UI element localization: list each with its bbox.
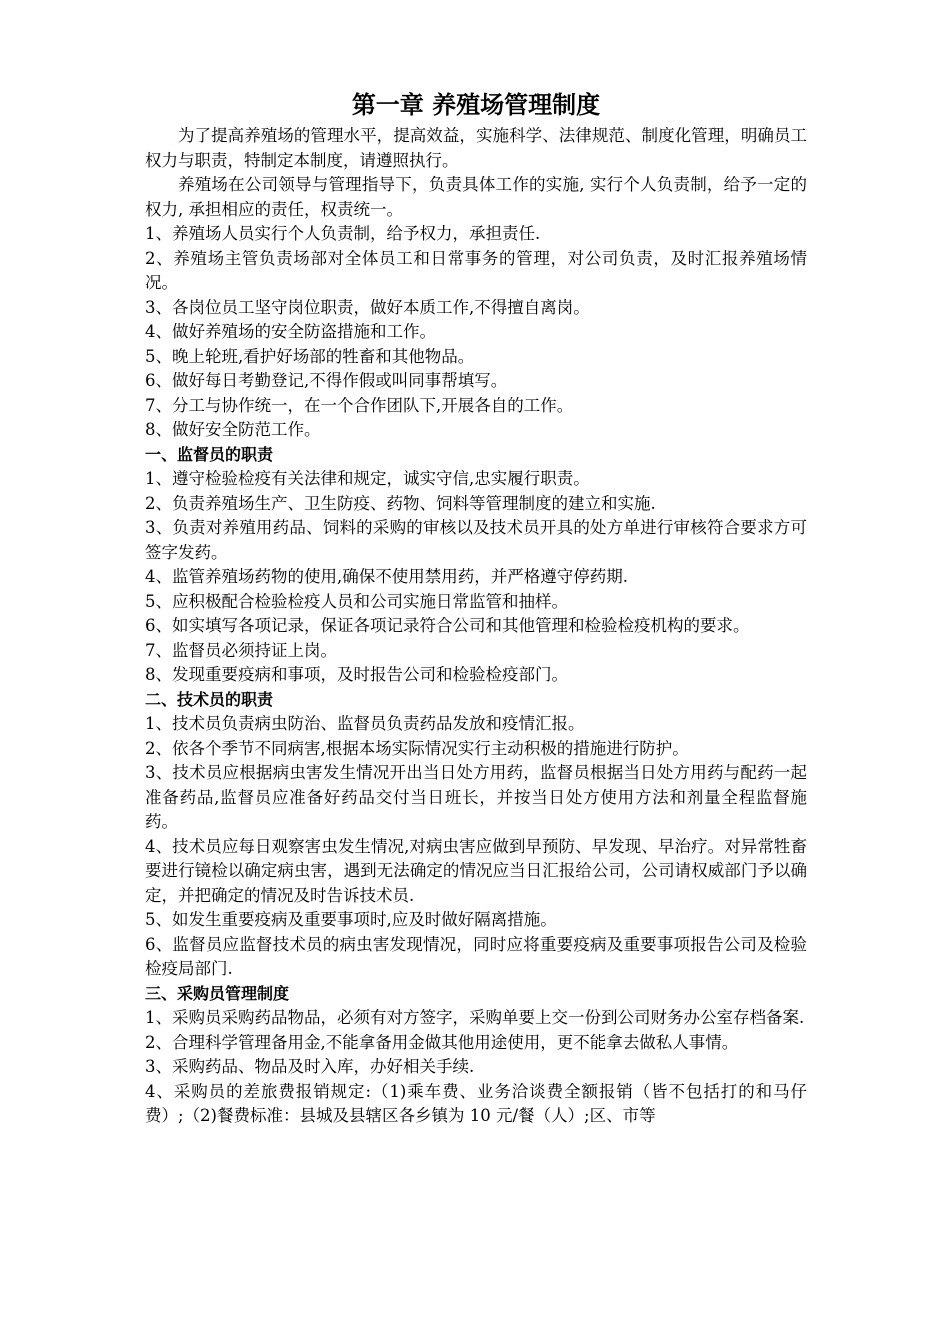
list-item: 3、各岗位员工坚守岗位职责，做好本质工作,不得擅自离岗。 [145,297,590,317]
list-item: 5、如发生重要疫病及重要事项时,应及时做好隔离措施。 [145,910,557,929]
intro-paragraph: 养殖场在公司领导与管理指导下，负责具体工作的实施, 实行个人负责制，给予一定的权力, 承担相应的责任，权责统一。 [145,175,807,219]
list-item: 1、采购员采购药品物品，必须有对方签字，采购单要上交一份到公司财务办公室存档备案. [145,1008,805,1027]
section-heading: 三、采购员管理制度 [145,983,290,1003]
list-item: 6、如实填写各项记录，保证各项记录符合公司和其他管理和检验检疫机构的要求。 [145,616,750,635]
list-item: 3、技术员应根据病虫害发生情况开出当日处方用药，监督员根据当日处方用药与配药一起准备药品,监督员应准备好药品交付当日班长，并按当日处方使用方法和剂量全程监督施药。 [145,763,807,831]
list-item: 1、技术员负责病虫防治、监督员负责药品发放和疫情汇报。 [145,714,585,733]
list-item: 6、做好每日考勤登记,不得作假或叫同事帮填写。 [145,371,508,390]
section-heading: 一、监督员的职责 [145,444,274,464]
list-item: 7、分工与协作统一，在一个合作团队下,开展各自的工作。 [145,395,574,415]
list-item: 6、监督员应监督技术员的病虫害发现情况，同时应将重要疫病及重要事项报告公司及检验检疫局部门. [145,934,807,978]
list-item: 2、依各个季节不同病害,根据本场实际情况实行主动积极的措施进行防护。 [145,738,689,758]
list-item: 8、发现重要疫病和事项，及时报告公司和检验检疫部门。 [145,665,568,684]
list-item: 1、遵守检验检疫有关法律和规定，诚实守信,忠实履行职责。 [145,469,590,488]
list-item: 4、技术员应每日观察害虫发生情况,对病虫害应做到早预防、早发现、早治疗。对异常牲畜要进行镜检以确定病虫害，遇到无法确定的情况应当日汇报给公司，公司请权威部门予以确定，并把确定的情况及时告诉技术员. [145,836,807,905]
intro-paragraph: 为了提高养殖场的管理水平，提高效益，实施科学、法律规范、制度化管理，明确员工权力与职责，特制定本制度，请遵照执行。 [145,126,807,170]
page-title: 第一章 养殖场管理制度 [351,91,601,119]
list-item: 3、负责对养殖用药品、饲料的采购的审核以及技术员开具的处方单进行审核符合要求方可签字发药。 [145,518,807,562]
list-item: 5、晚上轮班,看护好场部的牲畜和其他物品。 [145,346,475,366]
list-item: 3、采购药品、物品及时入库，办好相关手续. [145,1057,475,1076]
list-item: 1、养殖场人员实行个人负责制，给予权力，承担责任. [145,224,541,243]
list-item: 8、做好安全防范工作。 [145,420,321,439]
list-item: 4、做好养殖场的安全防盗措施和工作。 [145,322,436,341]
list-item: 2、养殖场主管负责场部对全体员工和日常事务的管理，对公司负责，及时汇报养殖场情况。 [145,248,807,292]
list-item: 5、应积极配合检验检疫人员和公司实施日常监管和抽样。 [145,591,568,611]
list-item: 7、监督员必须持证上岗。 [145,640,337,660]
section-heading: 二、技术员的职责 [145,689,274,709]
list-item: 2、合理科学管理备用金,不能拿备用金做其他用途使用，更不能拿去做私人事情。 [145,1032,739,1052]
document-page [145,88,807,1129]
list-item: 4、采购员的差旅费报销规定:（1)乘车费、业务洽谈费全额报销（皆不包括打的和马仔费）;（2)餐费标准：县城及县辖区各乡镇为 10 元/餐（人）;区、市等 [145,1081,807,1125]
list-item: 2、负责养殖场生产、卫生防疫、药物、饲料等管理制度的建立和实施. [145,493,656,513]
list-item: 4、监管养殖场药物的使用,确保不使用禁用药，并严格遵守停药期. [145,567,628,586]
